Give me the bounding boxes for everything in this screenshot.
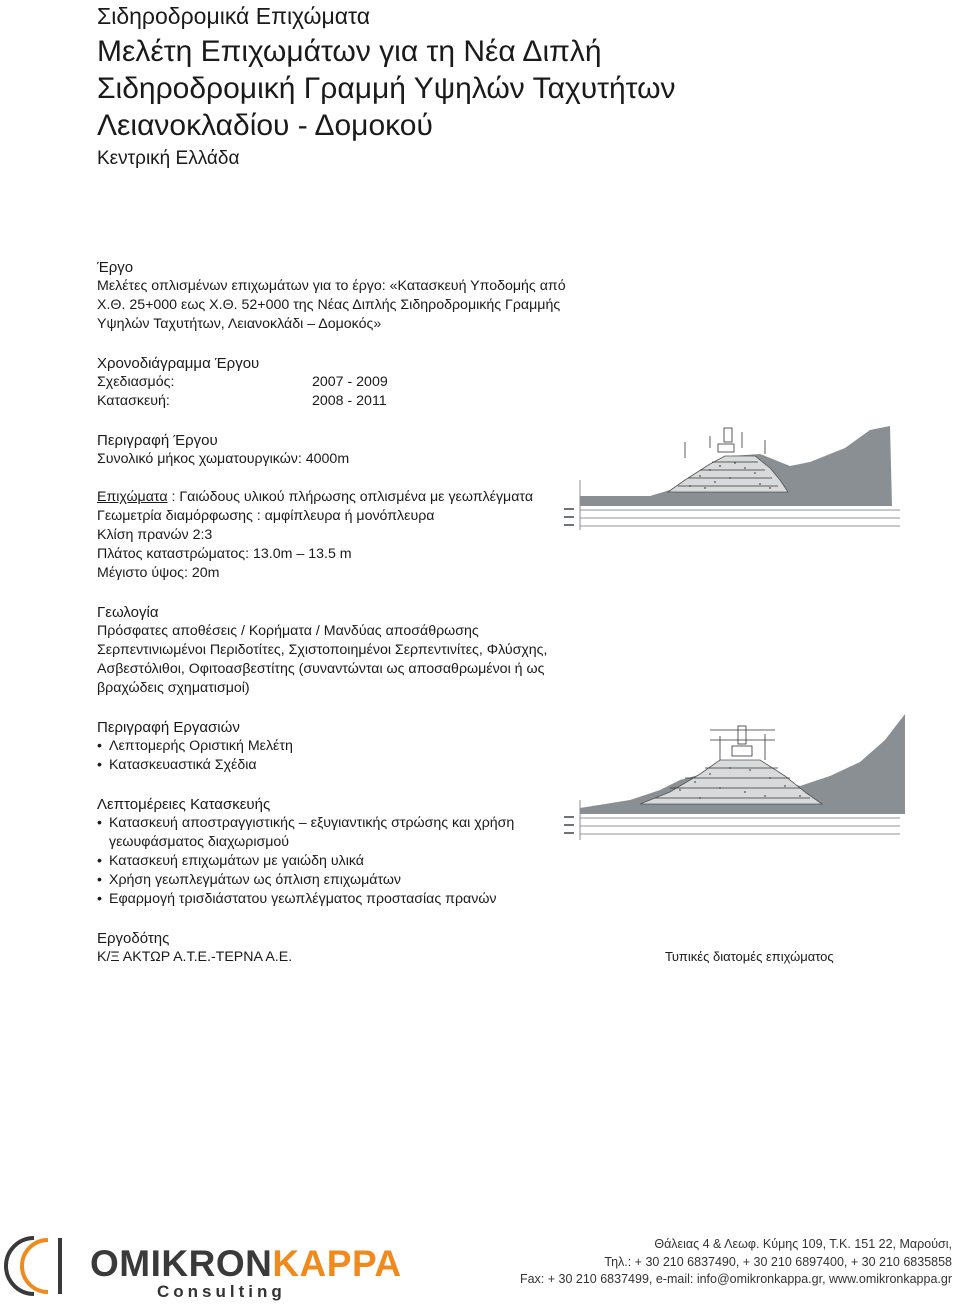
schedule-label: Σχεδιασμός:	[97, 374, 175, 390]
section-heading-client: Εργοδότης	[97, 930, 170, 947]
section-heading-construction-details: Λεπτομέρειες Κατασκευής	[97, 796, 271, 813]
region-label: Κεντρική Ελλάδα	[97, 148, 240, 169]
company-tagline: Consulting	[157, 1282, 286, 1301]
description-line: Κλίση πρανών 2:3	[97, 527, 213, 543]
section-heading-works: Περιγραφή Εργασιών	[97, 719, 240, 736]
description-length: Συνολικό μήκος χωματουργικών: 4000m	[97, 451, 350, 467]
section-heading-schedule: Χρονοδιάγραμμα Έργου	[97, 355, 260, 372]
project-text-line: Χ.Θ. 25+000 εως Χ.Θ. 52+000 της Νέας Διπλής Σιδηροδρομικής Γραμμής	[97, 297, 561, 313]
figure-caption: Τυπικές διατομές επιχώματος	[665, 949, 834, 964]
schedule-value: 2008 - 2011	[312, 393, 387, 409]
schedule-row-design	[97, 373, 567, 392]
list-item-text: Κατασκευή αποστραγγιστικής – εξυγιαντικής στρώσης και χρήση	[109, 815, 515, 831]
project-title	[97, 33, 917, 144]
title-line: Λειανοκλαδίου - Δομοκού	[97, 109, 433, 142]
schedule-value: 2007 - 2009	[312, 374, 388, 390]
schedule-label: Κατασκευή:	[97, 393, 170, 409]
geology-line: Ασβεστόλιθοι, Οφιτοασβεστίτης (συναντώνται ως αποσαθρωμένοι ή ως	[97, 661, 545, 677]
description-line: Γεωμετρία διαμόρφωσης : αμφίπλευρα ή μονόπλευρα	[97, 508, 435, 524]
list-item: • Χρήση γεωπλεγμάτων ως όπλιση επιχωμάτων	[97, 871, 567, 890]
company-contact	[520, 1236, 952, 1289]
fax-email-line: Fax: + 30 210 6837499, e-mail: info@omikronkappa.gr, www.omikronkappa.gr	[519, 1272, 952, 1286]
list-item: • Λεπτομερής Οριστική Μελέτη	[97, 737, 567, 756]
list-item: • Κατασκευαστικά Σχέδια	[97, 756, 567, 775]
title-line: Σιδηροδρομική Γραμμή Υψηλών Ταχυτήτων	[97, 72, 676, 105]
schedule-row-construction	[97, 392, 567, 411]
description-line: Μέγιστο ύψος: 20m	[97, 565, 220, 581]
category-title: Σιδηροδρομικά Επιχώματα	[97, 3, 371, 29]
section-heading-description: Περιγραφή Έργου	[97, 432, 218, 449]
client-name: Κ/Ξ ΑΚΤΩΡ Α.Τ.Ε.-ΤΕΡΝΑ Α.Ε.	[97, 949, 293, 965]
cross-section-drawing-2	[560, 700, 920, 840]
embankments-label: Επιχώματα	[97, 489, 168, 505]
list-item-text: γεωυφάσματος διαχωρισμού	[109, 834, 290, 850]
company-name	[90, 1244, 402, 1284]
project-text-line: Υψηλών Ταχυτήτων, Λειανοκλάδι – Δομοκός»	[97, 316, 382, 332]
page-header	[97, 2, 917, 172]
project-details	[97, 258, 567, 967]
phone-line: Τηλ.: + 30 210 6837490, + 30 210 6897400, + 30 210 6835858	[604, 1254, 952, 1269]
project-text-line: Μελέτες οπλισμένων επιχωμάτων για το έργο: «Κατασκευή Υποδομής από	[97, 278, 566, 294]
address-line: Θάλειας 4 & Λεωφ. Κύμης 109, Τ.Κ. 151 22, Μαρούσι,	[654, 1237, 952, 1251]
geology-line: Πρόσφατες αποθέσεις / Κορήματα / Μανδύας αποσάθρωσης	[97, 623, 479, 639]
brand-kappa: KAPPA	[272, 1243, 402, 1284]
list-item: • Κατασκευή επιχωμάτων με γαιώδη υλικά	[97, 852, 567, 871]
description-embankments	[97, 488, 567, 507]
list-item	[97, 814, 567, 852]
geology-line: Σερπεντινιωμένοι Περιδοτίτες, Σχιστοποιημένοι Σερπεντινίτες, Φλύσχης,	[97, 642, 548, 658]
description-line: Πλάτος καταστρώματος: 13.0m – 13.5 m	[97, 546, 352, 562]
title-line: Μελέτη Επιχωμάτων για τη Νέα Διπλή	[97, 35, 602, 68]
section-heading-geology: Γεωλογία	[97, 604, 159, 621]
section-heading-project: Έργο	[97, 259, 134, 276]
geology-line: βραχώδεις σχηματισμοί)	[97, 680, 250, 696]
brand-omikron: OMIKRON	[90, 1243, 273, 1284]
works-list	[97, 737, 567, 775]
cross-section-drawing-1	[560, 418, 920, 530]
embankments-text: : Γαιώδους υλικού πλήρωσης οπλισμένα με γεωπλέγματα	[167, 489, 534, 505]
list-item: • Εφαρμογή τρισδιάστατου γεωπλέγματος προστασίας πρανών	[97, 890, 567, 909]
details-list	[97, 814, 567, 909]
